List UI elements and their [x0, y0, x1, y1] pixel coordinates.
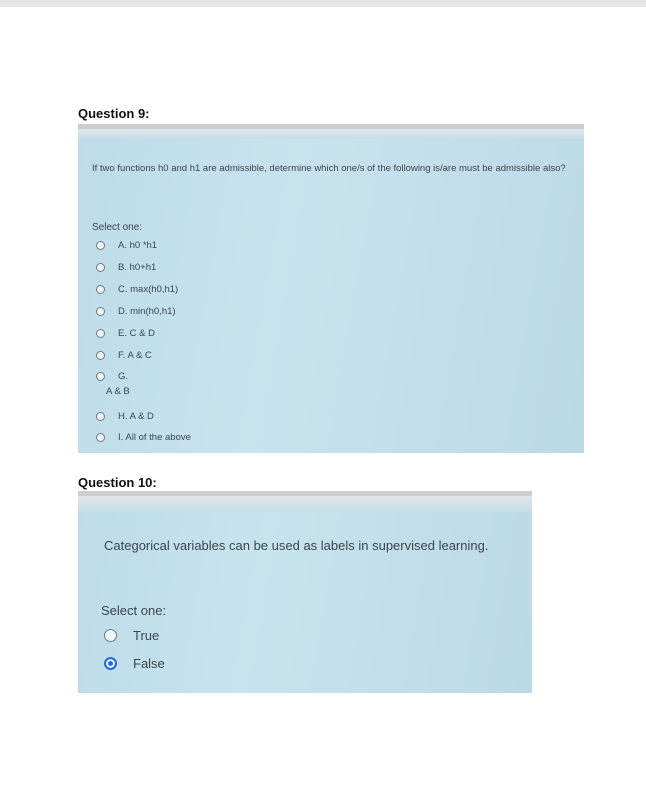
option-f[interactable]	[96, 350, 152, 361]
option-label: True	[133, 628, 160, 643]
question-9-text: If two functions h0 and h1 are admissible, determine which one/s of the following is/are must be admissible also?	[92, 163, 566, 174]
option-g[interactable]	[96, 371, 130, 397]
option-label: C. max(h0,h1)	[118, 284, 179, 295]
option-h[interactable]	[96, 411, 154, 422]
radio-button[interactable]	[96, 412, 105, 421]
radio-button[interactable]	[96, 351, 105, 360]
option-true[interactable]	[104, 628, 159, 643]
question-10-panel	[78, 491, 532, 693]
question-9-heading: Question 9:	[78, 106, 150, 121]
question-9-panel	[78, 124, 584, 453]
radio-button-selected[interactable]	[104, 657, 117, 670]
radio-button[interactable]	[96, 329, 105, 338]
option-e[interactable]	[96, 328, 155, 339]
option-label: A. h0 *h1	[118, 240, 158, 251]
option-label: H. A & D	[118, 411, 154, 422]
radio-button[interactable]	[96, 241, 105, 250]
option-label: B. h0+h1	[118, 262, 157, 273]
top-rule	[0, 0, 646, 7]
option-label: False	[133, 656, 165, 671]
panel-header-band	[78, 496, 532, 512]
option-a[interactable]	[96, 240, 157, 251]
question-10-heading: Question 10:	[78, 475, 157, 490]
option-label: E. C & D	[118, 328, 155, 339]
option-false[interactable]	[104, 656, 165, 671]
option-c[interactable]	[96, 284, 178, 295]
radio-button[interactable]	[96, 263, 105, 272]
radio-button[interactable]	[96, 372, 105, 381]
option-b[interactable]	[96, 262, 156, 273]
question-10-text: Categorical variables can be used as labels in supervised learning.	[104, 538, 489, 553]
select-one-label: Select one:	[101, 603, 167, 618]
option-label-line-2: A & B	[106, 386, 130, 397]
panel-header-band	[78, 129, 584, 139]
option-label: D. min(h0,h1)	[118, 306, 176, 317]
option-label-line-1: G.	[118, 371, 129, 382]
radio-button[interactable]	[96, 433, 105, 442]
option-d[interactable]	[96, 306, 176, 317]
radio-button[interactable]	[96, 307, 105, 316]
option-label: I. All of the above	[118, 432, 191, 443]
select-one-label: Select one:	[92, 222, 143, 233]
radio-button[interactable]	[96, 285, 105, 294]
option-label	[106, 371, 130, 397]
radio-button[interactable]	[104, 629, 117, 642]
option-label: F. A & C	[118, 350, 152, 361]
option-i[interactable]	[96, 432, 191, 443]
